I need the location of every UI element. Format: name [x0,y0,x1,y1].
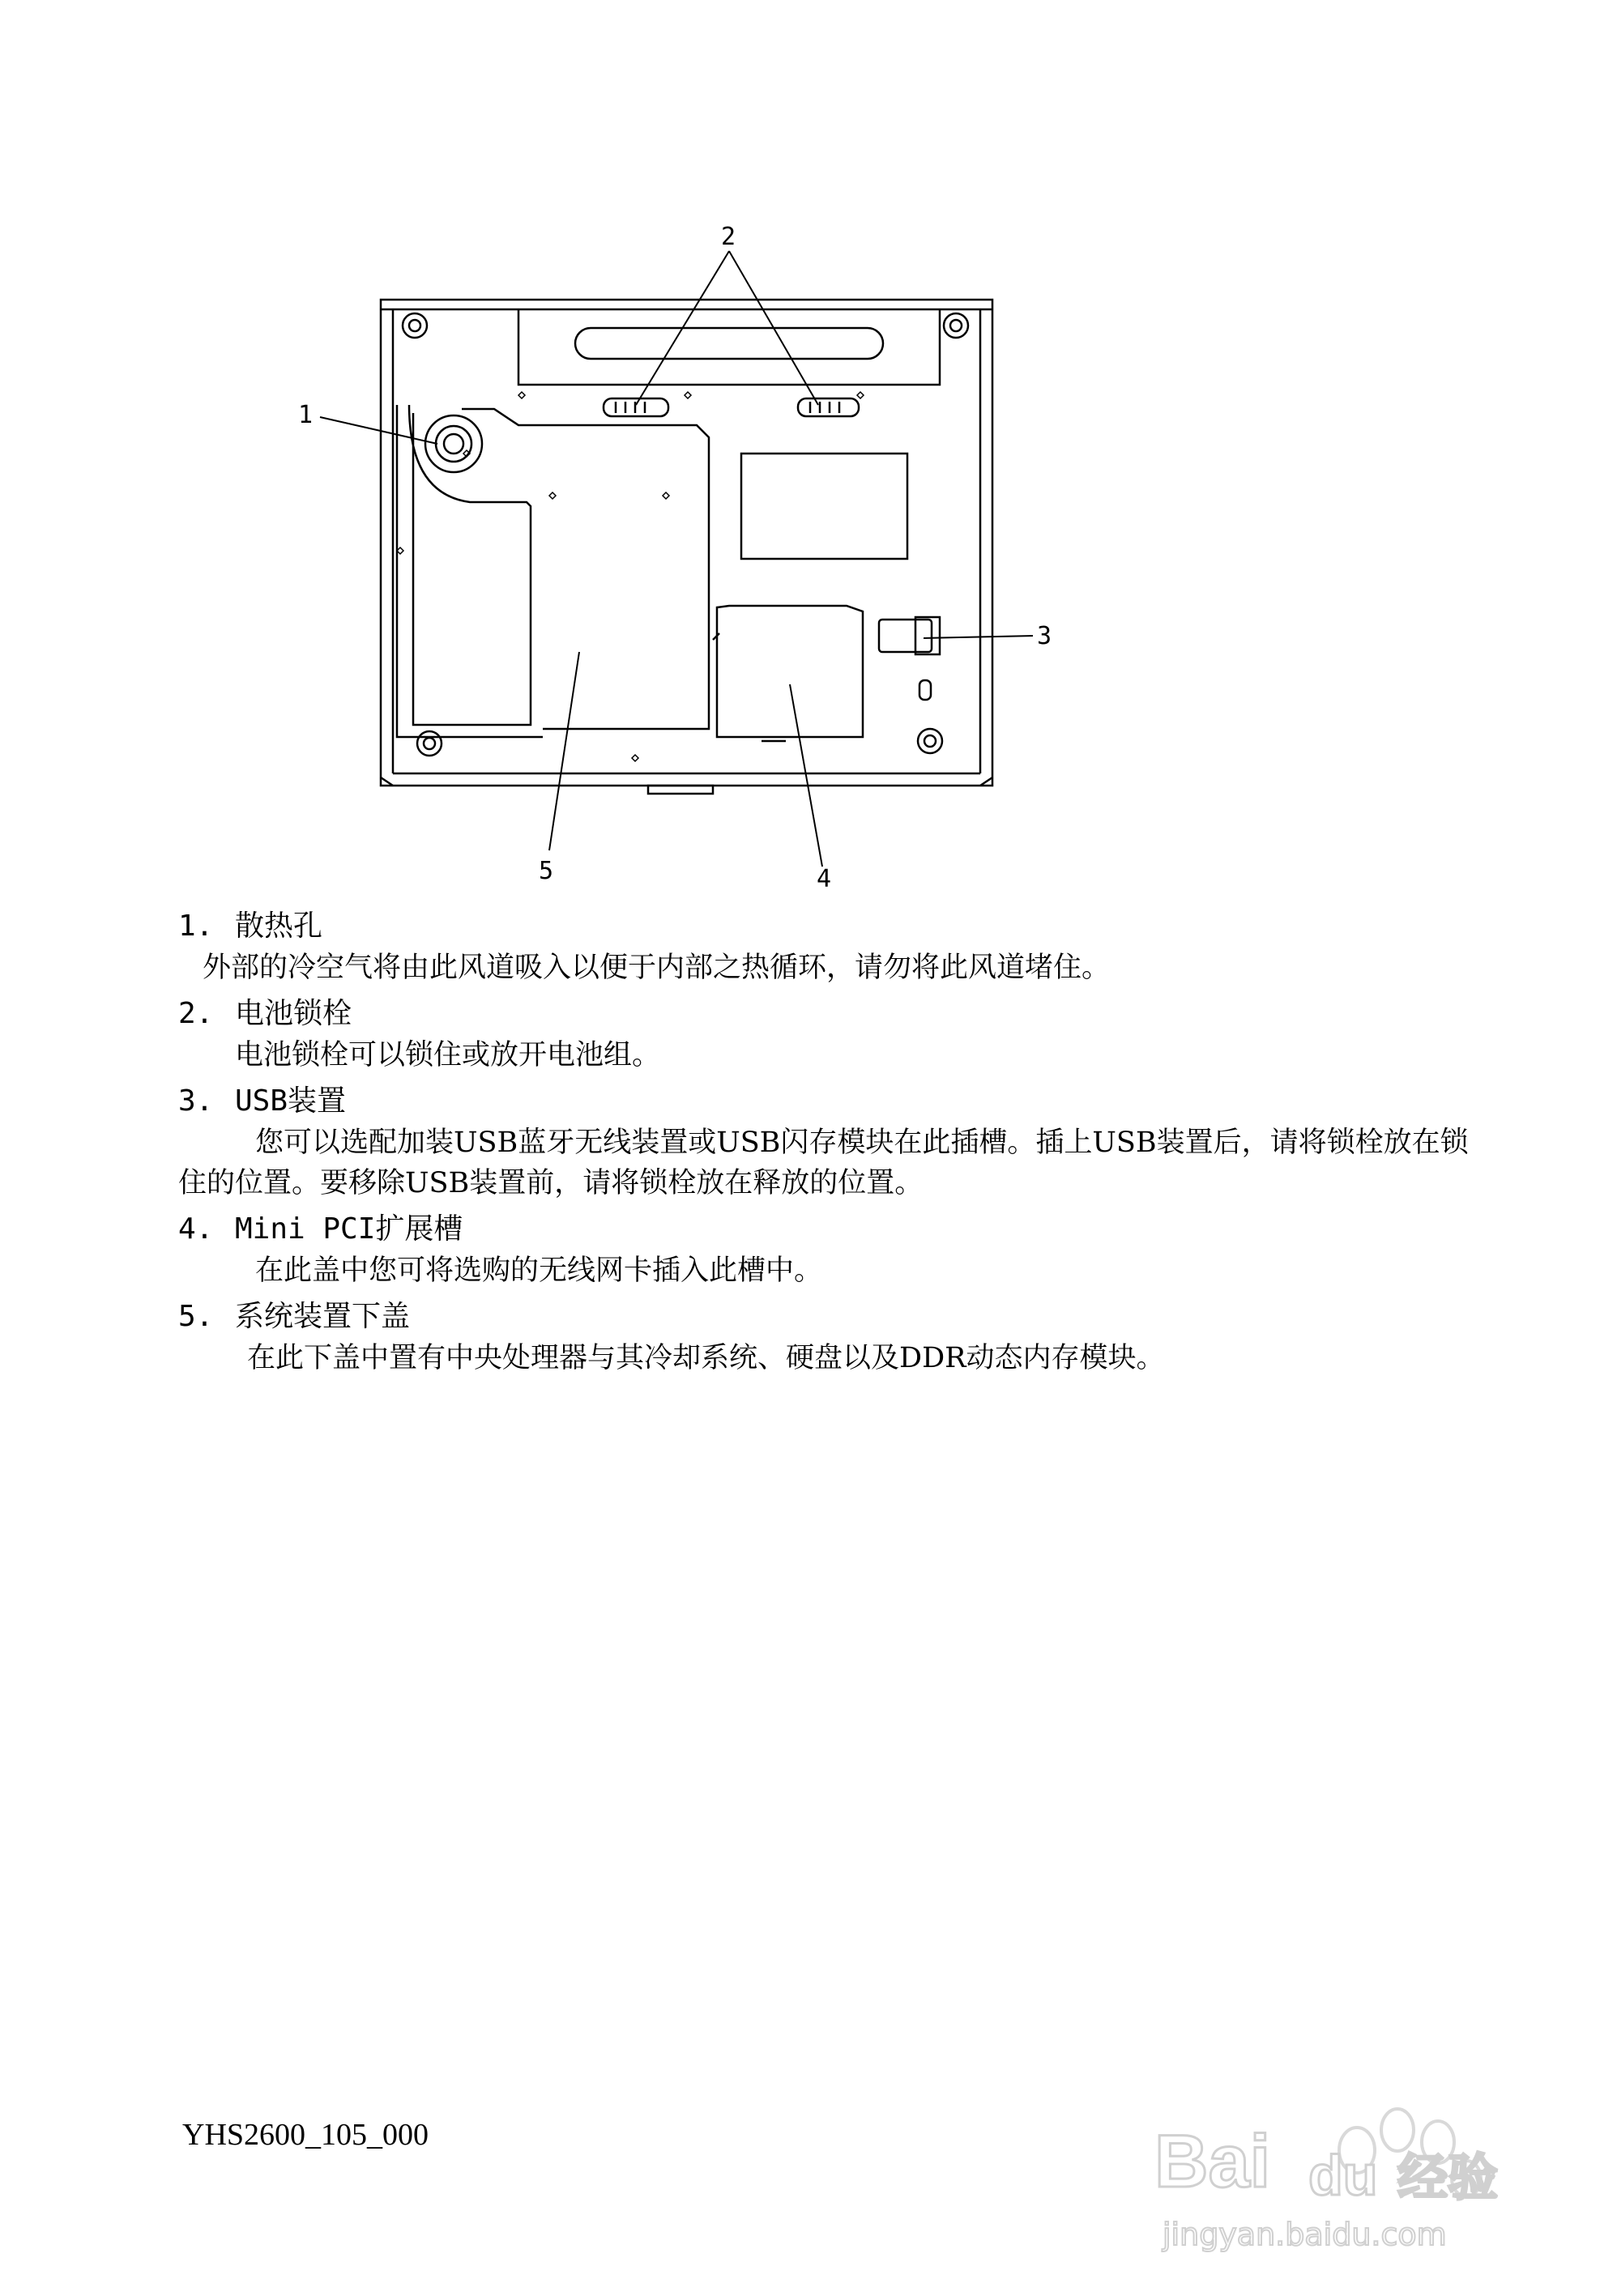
baidu-jingyan-watermark [1154,2073,1535,2260]
document-code: YHS2600_105_000 [182,2118,429,2152]
laptop-case-outline [381,300,992,786]
entry-title: 散热孔 [235,909,323,943]
entry-description: 电池锁栓可以锁住或放开电池组。 [235,1039,661,1071]
laptop-bottom-diagram [275,219,1086,891]
entry-title: 系统装置下盖 [235,1300,411,1333]
entry-heading [178,1208,1474,1250]
entry-title: Mini PCI扩展槽 [235,1212,463,1246]
entry-description: 在此下盖中置有中央处理器与其冷却系统、硬盘以及DDR动态内存模块。 [247,1342,1165,1374]
callout-3: 3 [1037,622,1052,650]
callout-1: 1 [298,401,314,429]
entry-number: 4. [178,1212,214,1246]
entry-description: 您可以选配加装USB蓝牙无线装置或USB闪存模块在此插槽。插上USB装置后，请将锁栓放在锁住的位置。要移除USB装置前，请将锁栓放在释放的位置。 [178,1127,1469,1199]
entry-heading [178,1296,1474,1338]
battery-latch-right [798,398,859,416]
callout-4: 4 [817,865,832,891]
baidu-paw-logo-icon [1154,2073,1535,2260]
entry-number: 1. [178,909,214,943]
svg-text:Bai: Bai [1154,2120,1271,2203]
entry-description: 外部的冷空气将由此风道吸入以便于内部之热循环，请勿将此风道堵住。 [203,952,1111,984]
entry-number: 3. [178,1084,214,1118]
watermark-brand-cn: 经验 [1397,2148,1499,2207]
svg-text:du: du [1308,2144,1378,2207]
mini-pci-cover [717,606,863,737]
usb-slot [879,620,932,652]
entry-number: 2. [178,997,214,1030]
entry-heading [178,1080,1474,1122]
watermark-url: jingyan.baidu.com [1163,2217,1447,2252]
callout-5: 5 [539,857,554,885]
entry-number: 5. [178,1300,214,1333]
entry-heading [178,993,1474,1035]
component-list [178,905,1474,1383]
entry-title: USB装置 [235,1084,347,1118]
entry-title: 电池锁栓 [235,997,352,1030]
entry-description: 在此盖中您可将选购的无线网卡插入此槽中。 [255,1254,823,1287]
callout-2: 2 [721,223,736,251]
entry-heading [178,905,1474,948]
